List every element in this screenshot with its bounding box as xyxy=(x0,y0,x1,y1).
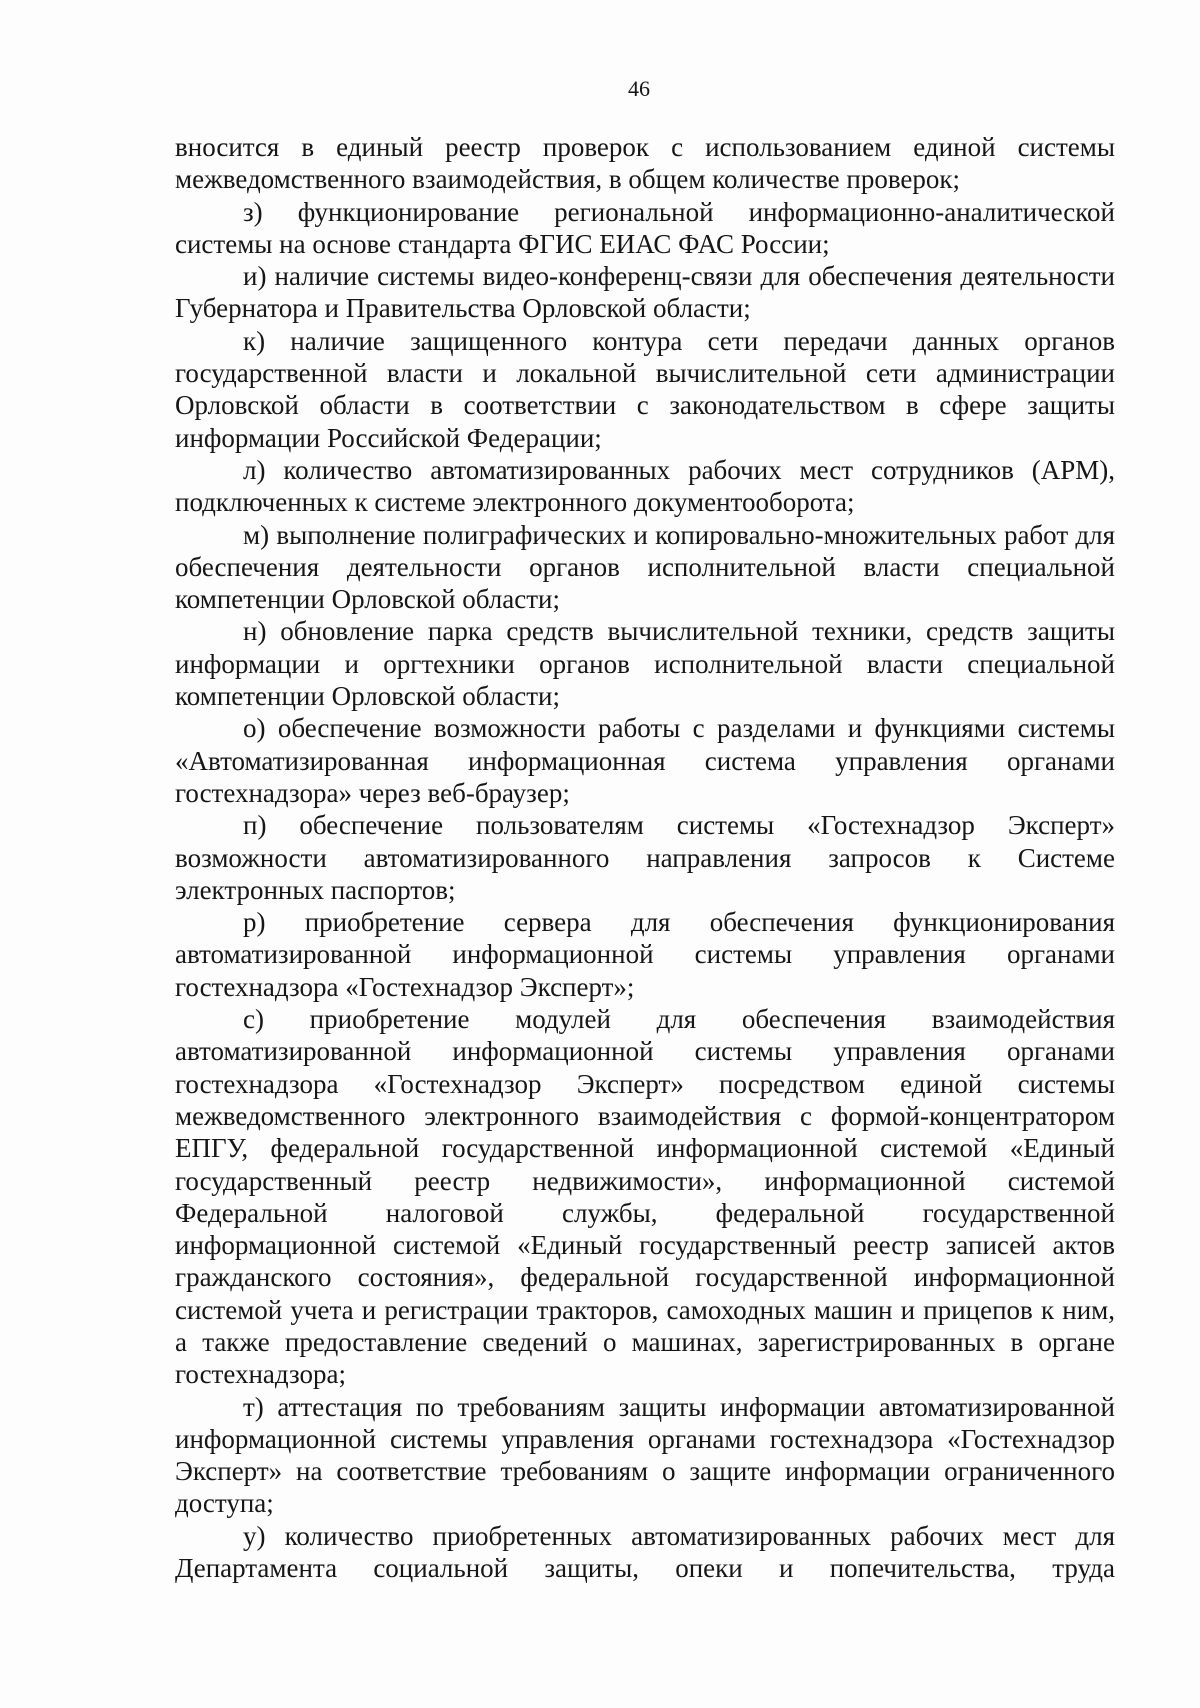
paragraph-item-u: у) количество приобретенных автоматизированных рабочих мест для Департамента социальной защиты, опеки и попечительства, труда xyxy=(175,1520,1115,1584)
paragraph-continuation: вносится в единый реестр проверок с использованием единой системы межведомственного взаимодействия, в общем количестве проверок; xyxy=(175,132,1115,195)
page-number: 46 xyxy=(628,76,650,101)
paragraph-item-o: о) обеспечение возможности работы с разделами и функциями системы «Автоматизированная информационная система управления органами гостехнадзора» через веб-браузер; xyxy=(175,713,1115,808)
document-body xyxy=(175,131,1115,1584)
paragraph-item-l: л) количество автоматизированных рабочих мест сотрудников (АРМ), подключенных к системе электронного документооборота; xyxy=(175,454,1115,518)
paragraph-item-n: н) обновление парка средств вычислительной техники, средств защиты информации и оргтехники органов исполнительной власти специальной компетенции Орловской области; xyxy=(175,616,1115,712)
paragraph-item-i: и) наличие системы видео-конференц-связи для обеспечения деятельности Губернатора и Правительства Орловской области; xyxy=(175,261,1115,324)
paragraph-item-m: м) выполнение полиграфических и копировально-множительных работ для обеспечения деятельности органов исполнительной власти специальной компетенции Орловской области; xyxy=(175,519,1115,615)
paragraph-item-s: с) приобретение модулей для обеспечения взаимодействия автоматизированной информационной системы управления органами гостехнадзора «Гостехнадзор Эксперт» посредством единой системы межведомственного электронного взаимодействия с формой-концентратором ЕПГУ, федеральной государственной информационной системой «Единый государственный реестр недвижимости», информационной системой Федеральной налоговой службы, федеральной государственной информационной системой «Единый государственный реестр записей актов гражданского состояния», федеральной государственной информационной системой учета и регистрации тракторов, самоходных машин и прицепов к ним, а также предоставление сведений о машинах, зарегистрированных в органе гостехнадзора; xyxy=(175,1004,1115,1390)
paragraph-item-r: р) приобретение сервера для обеспечения функционирования автоматизированной информационной системы управления органами гостехнадзора «Гостехнадзор Эксперт»; xyxy=(175,907,1115,1002)
paragraph-item-k: к) наличие защищенного контура сети передачи данных органов государственной власти и локальной вычислительной сети администрации Орловской области в соответствии с законодательством в сфере защиты информации Российской Федерации; xyxy=(175,325,1115,453)
paragraph-item-t: т) аттестация по требованиям защиты информации автоматизированной информационной системы управления органами гостехнадзора «Гостехнадзор Эксперт» на соответствие требованиям о защите информации ограниченного доступа; xyxy=(175,1391,1115,1519)
paragraph-item-z: з) функционирование региональной информационно-аналитической системы на основе стандарта ФГИС ЕИАС ФАС России; xyxy=(175,196,1115,259)
paragraph-item-p: п) обеспечение пользователям системы «Гостехнадзор Эксперт» возможности автоматизированного направления запросов к Системе электронных паспортов; xyxy=(175,810,1115,905)
